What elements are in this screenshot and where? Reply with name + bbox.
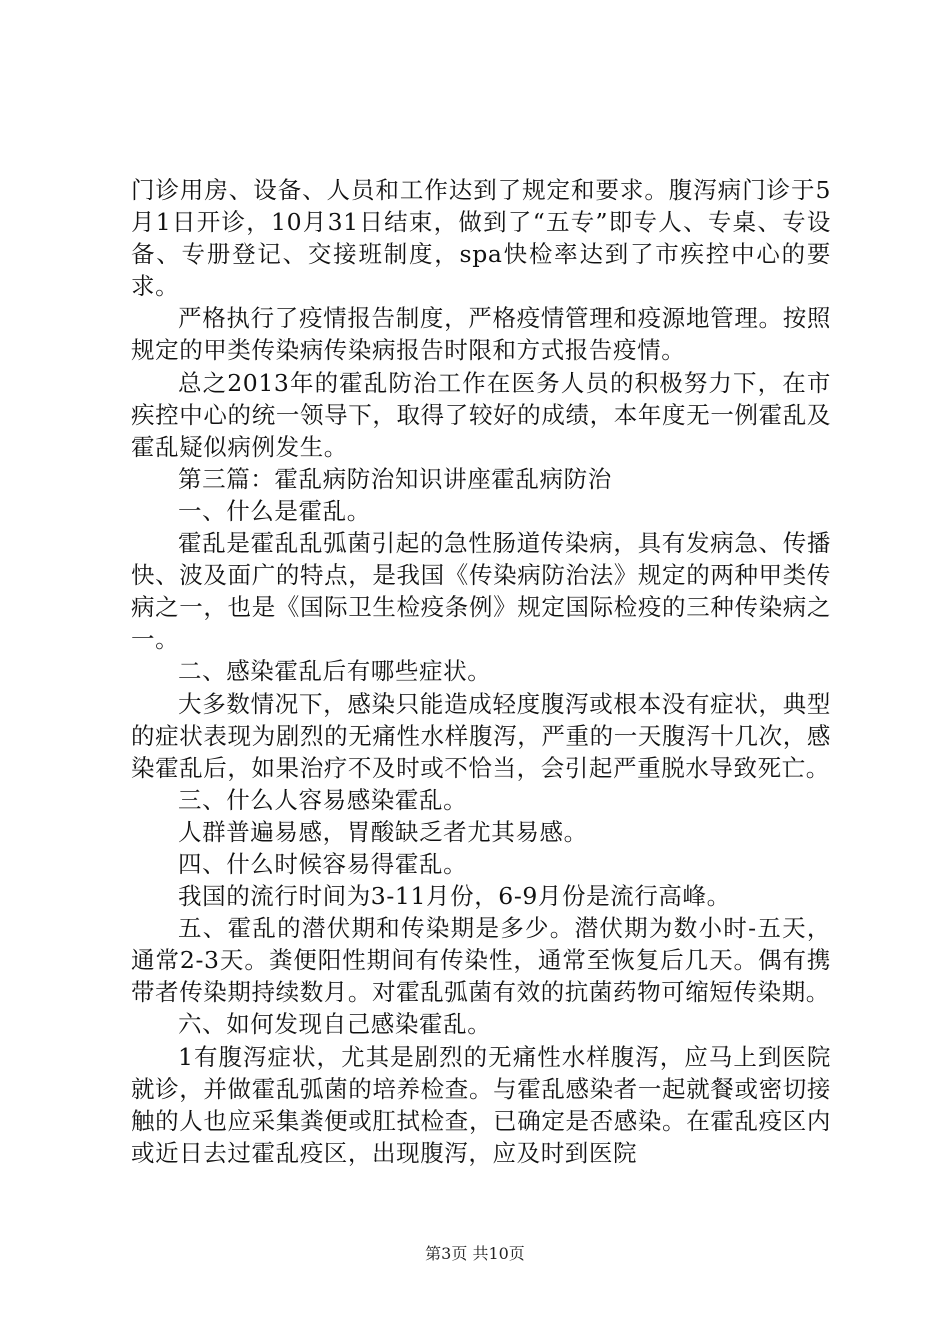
section-heading: 第三篇：霍乱病防治知识讲座霍乱病防治 xyxy=(178,464,612,493)
paragraph: 大多数情况下，感染只能造成轻度腹泻或根本没有症状，典型的症状表现为剧烈的无痛性水样腹泻，严重的一天腹泻十几次，感染霍乱后，如果治疗不及时或不恰当，会引起严重脱水导致死亡。 xyxy=(131,689,831,782)
paragraph: 1有腹泻症状，尤其是剧烈的无痛性水样腹泻，应马上到医院就诊，并做霍乱弧菌的培养检查。与霍乱感染者一起就餐或密切接触的人也应采集粪便或肛拭检查，已确定是否感染。在霍乱疫区内或近日去过霍乱疫区，出现腹泻，应及时到医院 xyxy=(131,1042,831,1167)
paragraph-continued: 门诊用房、设备、人员和工作达到了规定和要求。腹泻病门诊于5月1日开诊，10月31日结束，做到了“五专”即专人、专桌、专设备、专册登记、交接班制度，spa快检率达到了市疾控中心的要求。 xyxy=(131,176,831,301)
document-body xyxy=(131,174,831,1169)
paragraph: 霍乱是霍乱乱弧菌引起的急性肠道传染病，具有发病急、传播快、波及面广的特点，是我国《传染病防治法》规定的两种甲类传病之一，也是《国际卫生检疫条例》规定国际检疫的三种传染病之一。 xyxy=(131,529,831,654)
paragraph: 总之2013年的霍乱防治工作在医务人员的积极努力下，在市疾控中心的统一领导下，取得了较好的成绩，本年度无一例霍乱及霍乱疑似病例发生。 xyxy=(131,368,831,461)
paragraph: 我国的流行时间为3-11月份，6-9月份是流行高峰。 xyxy=(178,882,731,911)
page-number-label: 第3页 共10页 xyxy=(425,1244,525,1263)
paragraph: 人群普遍易感，胃酸缺乏者尤其易感。 xyxy=(178,817,588,846)
paragraph: 五、霍乱的潜伏期和传染期是多少。潜伏期为数小时-五天，通常2-3天。粪便阳性期间有传染性，通常至恢复后几天。偶有携带者传染期持续数月。对霍乱弧菌有效的抗菌药物可缩短传染期。 xyxy=(131,914,831,1007)
question-heading: 六、如何发现自己感染霍乱。 xyxy=(178,1010,492,1039)
question-heading: 四、什么时候容易得霍乱。 xyxy=(178,849,468,878)
question-heading: 一、什么是霍乱。 xyxy=(178,496,371,525)
question-heading: 三、什么人容易感染霍乱。 xyxy=(178,785,468,814)
question-heading: 二、感染霍乱后有哪些症状。 xyxy=(178,657,492,686)
page-footer xyxy=(0,1244,950,1264)
paragraph: 严格执行了疫情报告制度，严格疫情管理和疫源地管理。按照规定的甲类传染病传染病报告时限和方式报告疫情。 xyxy=(131,304,831,365)
